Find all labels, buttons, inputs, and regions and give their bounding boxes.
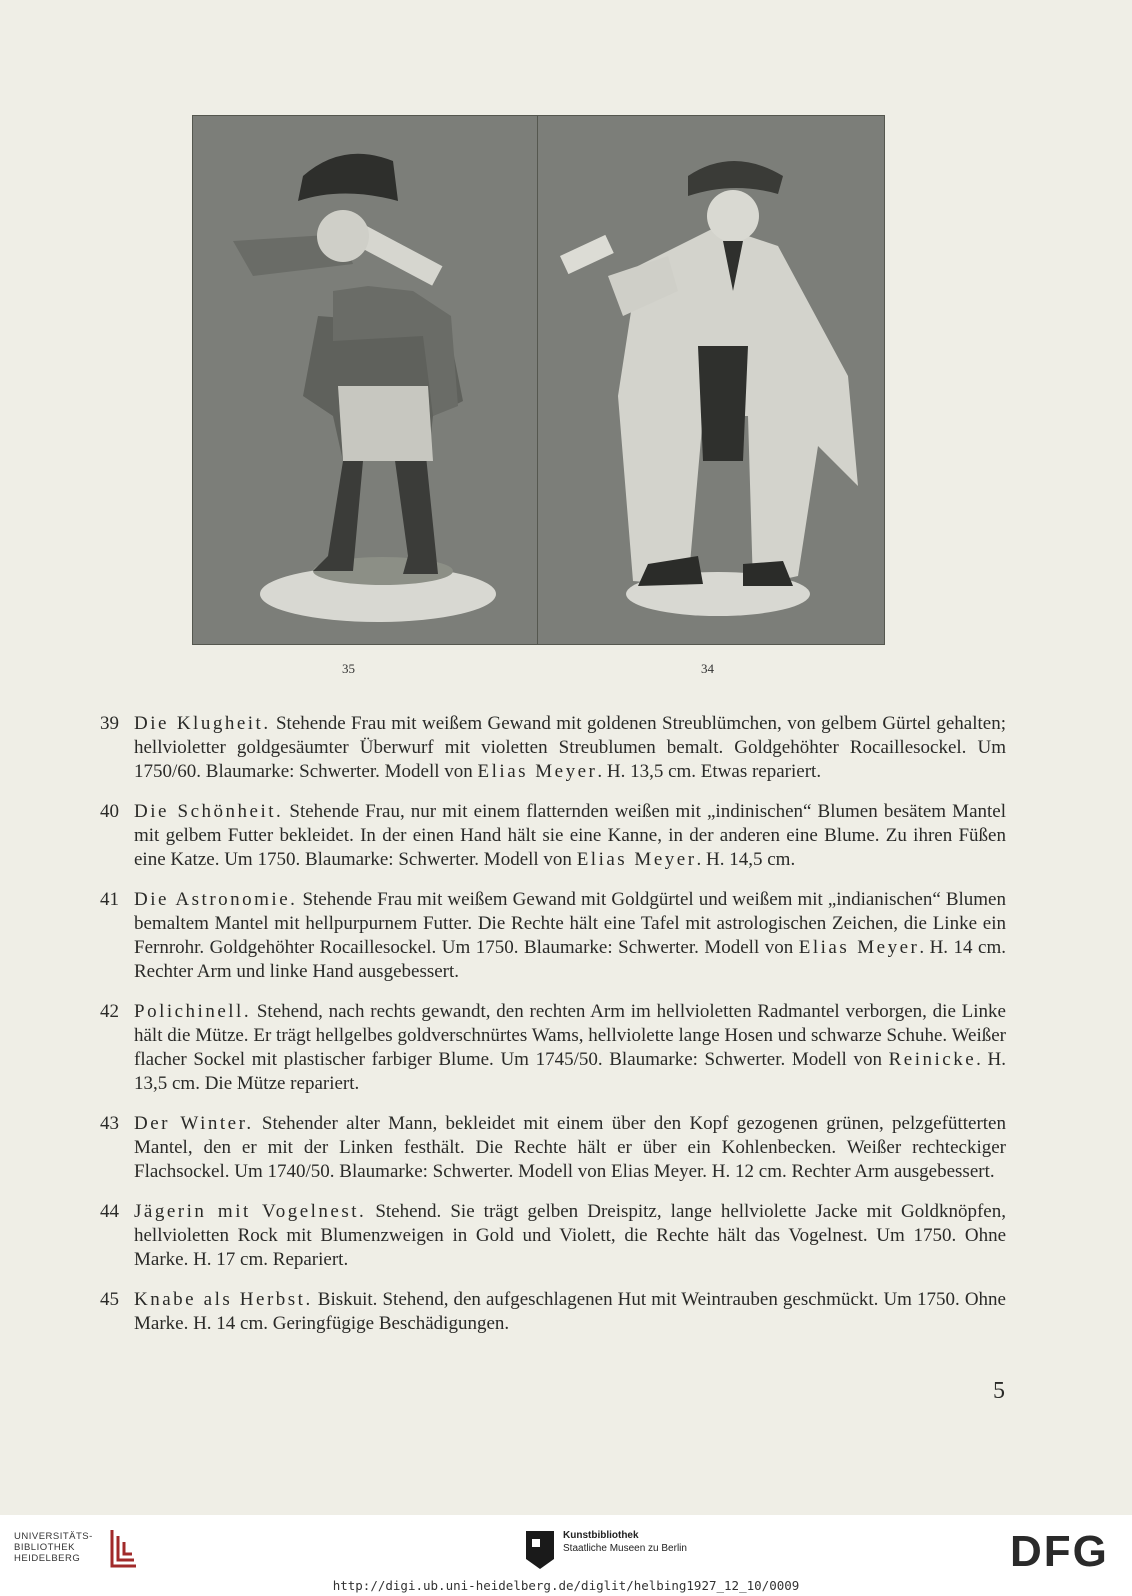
kb-line-2: Staatliche Museen zu Berlin (563, 1543, 687, 1554)
entry-description: Stehender alter Mann, bekleidet mit einem über den Kopf gezogenen grünen, pelzgefütterten Mantel, den er mit der Linken festhält. Die Rechte hält er über ein Kohlenbecken. Weißer rechteckiger Flachsockel. Um 1740/50. Blaumarke: Schwerter. Modell von Elias Meyer. H. 12 cm. Rechter Arm ausgebessert. (134, 1113, 1006, 1182)
entry-title: Die Klugheit. (134, 713, 271, 734)
entry-modeller-name: Reinicke (888, 1049, 977, 1070)
catalog-entries (100, 712, 1006, 1352)
entry-description: . H. 14,5 cm. (696, 849, 796, 870)
permalink-url[interactable]: http://digi.ub.uni-heidelberg.de/diglit/helbing1927_12_10/0009 (332, 1578, 800, 1593)
entry-title: Jägerin mit Vogelnest. (134, 1201, 367, 1222)
entry-description: . H. 14 cm. Rechter Arm und linke Hand ausgebessert. (134, 937, 1007, 982)
entry-number: 43 (100, 1113, 119, 1134)
entry-body (134, 1000, 1006, 1096)
entry-number: 39 (100, 713, 119, 734)
entry-description: Stehend, nach rechts gewandt, den rechten Arm im hellvioletten Radmantel verborgen, die Linke hält die Mütze. Er trägt hellgelbes goldverschnürtes Wams, hellviolette lange Hosen und schwarze Schuhe. Weißer flacher Sockel mit plastischer farbiger Blume. Um 1745/50. Blaumarke: Schwerter. Modell von (134, 1001, 1006, 1070)
page-number: 5 (993, 1378, 1005, 1404)
photo-figurine-polichinell (537, 115, 885, 645)
entry-description: Biskuit. Stehend, den aufgeschlagenen Hut mit Weintrauben geschmückt. Um 1750. Ohne Marke. H. 14 cm. Geringfügige Beschädigungen. (134, 1289, 1006, 1334)
entry-description: Stehend. Sie trägt gelben Dreispitz, lange hellviolette Jacke mit Goldknöpfen, hellvioletten Rock mit Blumenzweigen in Gold und Violett, die Rechte hält das Vogelnest. Um 1750. Ohne Marke. H. 17 cm. Repariert. (134, 1201, 1006, 1270)
uh-line-2: BIBLIOTHEK (14, 1542, 75, 1553)
entry-description: Stehende Frau, nur mit einem flatternden weißen mit „indinischen“ Blumen besätem Mantel mit gelbem Futter bekleidet. In der einen Hand hält sie eine Kanne, in der anderen eine Blume. Zu ihren Füßen eine Katze. Um 1750. Blaumarke: Schwerter. Modell von (134, 801, 1006, 870)
entry-description: Stehende Frau mit weißem Gewand mit Goldgürtel und weißem mit „indianischen“ Blumen bemaltem Mantel mit hellpurpurnem Futter. Die Rechte hält eine Tafel mit astrologischen Zeichen, die Linke ein Fernrohr. Goldgehöhter Rocaillesockel. Um 1750. Blaumarke: Schwerter. Modell von (134, 889, 1006, 958)
photo-figurine-hunter (192, 115, 540, 645)
entry-title: Die Schönheit. (134, 801, 284, 822)
entry-body (134, 800, 1006, 872)
entry-modeller-name: Elias Meyer (576, 849, 697, 870)
entry-description: . H. 13,5 cm. Etwas repariert. (597, 761, 822, 782)
entry-number: 42 (100, 1001, 119, 1022)
entry-body (134, 712, 1006, 784)
catalog-entry (100, 888, 1006, 984)
photo-caption-35: 35 (342, 661, 355, 676)
catalog-entry (100, 1000, 1006, 1096)
catalog-entry (100, 800, 1006, 872)
entry-title: Knabe als Herbst. (134, 1289, 313, 1310)
uni-heidelberg-logo-icon (104, 1526, 144, 1570)
entry-body (134, 888, 1006, 984)
figurine-hunter-image (193, 116, 539, 644)
uh-line-1: UNIVERSITÄTS- (14, 1531, 93, 1542)
entry-number: 41 (100, 889, 119, 910)
entry-description: Stehende Frau mit weißem Gewand mit goldenen Streublümchen, von gelbem Gürtel gehalten; hellvioletter goldgesäumter Überwurf mit violetten Streublumen bemalt. Goldgehöhter Rocaillesockel. Um 1750/60. Blaumarke: Schwerter. Modell von (134, 713, 1006, 782)
catalog-entry (100, 1200, 1006, 1272)
catalog-entry (100, 1288, 1006, 1336)
catalog-entry (100, 1112, 1006, 1184)
entry-modeller-name: Elias Meyer (798, 937, 920, 958)
dfg-logo: DFG (1010, 1527, 1109, 1576)
kb-line-1: Kunstbibliothek (563, 1530, 639, 1541)
entry-title: Die Astronomie. (134, 889, 298, 910)
entry-number: 40 (100, 801, 119, 822)
photo-caption-34: 34 (701, 661, 714, 676)
entry-description: . H. 13,5 cm. Die Mütze repariert. (134, 1049, 1006, 1094)
entry-body (134, 1112, 1006, 1184)
entry-body (134, 1200, 1006, 1272)
entry-number: 44 (100, 1201, 119, 1222)
kunstbibliothek-label (563, 1529, 687, 1555)
uni-heidelberg-label (14, 1531, 93, 1564)
entry-title: Polichinell. (134, 1001, 252, 1022)
catalog-entry (100, 712, 1006, 784)
entry-number: 45 (100, 1289, 119, 1310)
entry-modeller-name: Elias Meyer (477, 761, 598, 782)
entry-title: Der Winter. (134, 1113, 254, 1134)
entry-body (134, 1288, 1006, 1336)
uh-line-3: HEIDELBERG (14, 1553, 81, 1564)
figurine-polichinell-image (538, 116, 884, 644)
kunstbibliothek-logo-icon (520, 1529, 560, 1569)
